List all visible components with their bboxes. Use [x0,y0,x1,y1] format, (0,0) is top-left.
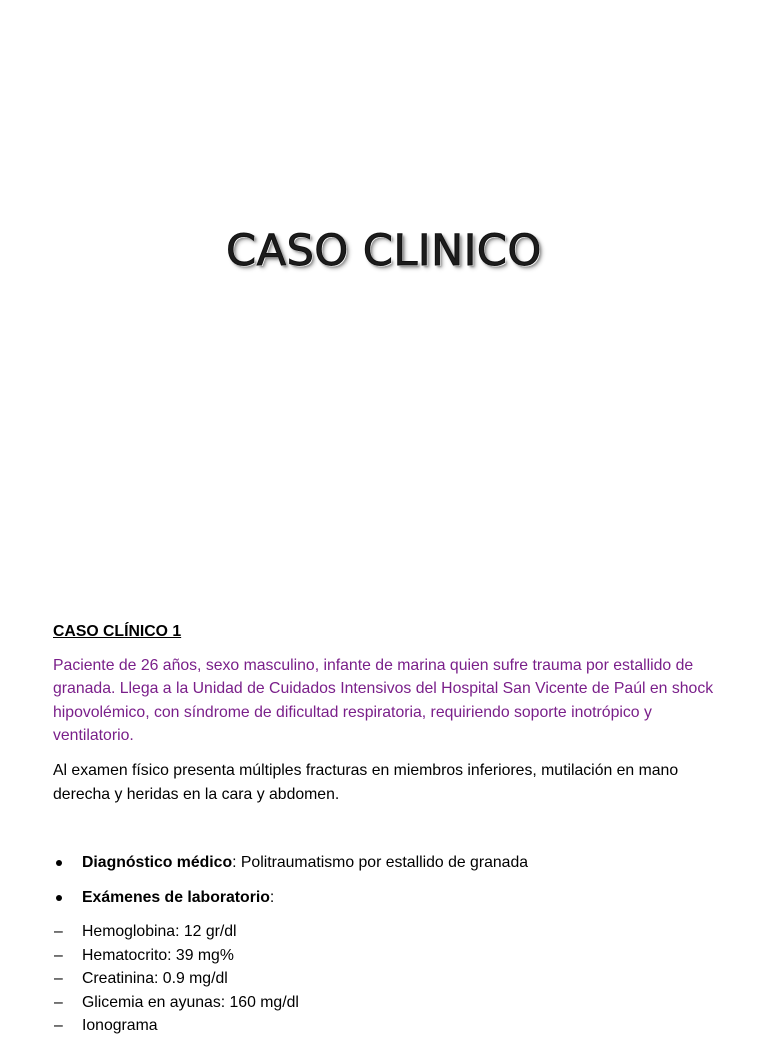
lab-result-text: Ionograma [82,1016,158,1034]
lab-result-text: Creatinina: 0.9 mg/dl [82,970,228,988]
bullet-icon [56,860,62,866]
lab-result-item [53,920,733,943]
lab-result-item [53,991,733,1014]
bullet-icon [56,895,62,901]
dash-icon: – [54,1016,63,1034]
physical-exam-paragraph: Al examen físico presenta múltiples fracturas en miembros inferiores, mutilación en mano derecha y heridas en la cara y abdomen. [53,761,679,803]
case-heading: CASO CLÍNICO 1 [53,623,182,640]
diagnosis-value: Politraumatismo por estallido de granada [236,854,529,872]
case-intro-paragraph: Paciente de 26 años, sexo masculino, infante de marina quien sufre trauma por estallido de granada. Llega a la Unidad de Cuidados Intensivos del Hospital San Vicente de Paúl en shock hipovolémico, con síndrome de dificultad respiratoria, requiriendo soporte inotrópico y ventilatorio. [53,656,714,745]
case-content [53,620,733,1037]
dash-icon: – [54,970,63,988]
lab-result-text: Glicemia en ayunas: 160 mg/dl [82,993,299,1011]
lab-result-text: Hemoglobina: 12 gr/dl [82,923,237,941]
labs-item [53,886,733,910]
cover-title: CASO CLINICO [226,226,542,276]
lab-result-item [53,967,733,990]
labs-label: Exámenes de laboratorio [82,888,270,906]
diagnosis-item [53,851,733,875]
diagnosis-label: Diagnóstico médico [82,854,233,872]
lab-results-list [53,920,733,1037]
lab-result-text: Hematocrito: 39 mg% [82,946,234,964]
dash-icon: – [54,923,63,941]
dash-icon: – [54,946,63,964]
diagnosis-separator: : [232,854,237,872]
case-bullet-list [53,851,733,909]
lab-result-item [53,944,733,967]
lab-result-item [53,1014,733,1037]
dash-icon: – [54,993,63,1011]
labs-separator: : [269,888,275,906]
